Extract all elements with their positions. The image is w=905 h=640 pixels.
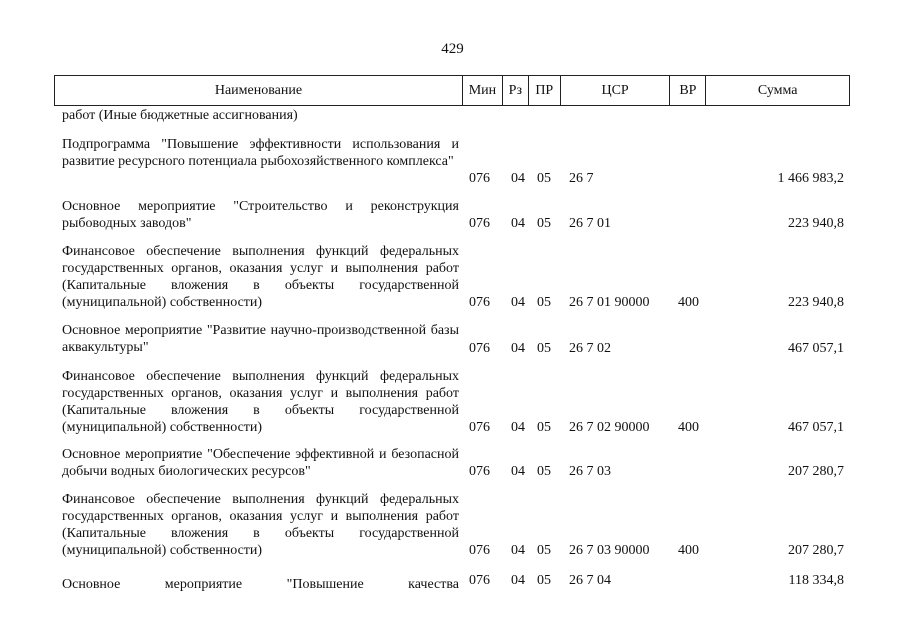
row-rz: 04 (511, 420, 525, 435)
row-min: 076 (469, 295, 490, 310)
header-csr: ЦСР (561, 76, 671, 105)
row-pr: 05 (537, 171, 551, 186)
header-rz: Рз (503, 76, 529, 105)
header-pr: ПР (529, 76, 561, 105)
row-sum: 207 280,7 (788, 543, 844, 558)
row-rz: 04 (511, 464, 525, 479)
row-vr: 400 (678, 543, 699, 558)
header-sum: Сумма (757, 82, 798, 98)
row-name: Финансовое обеспечение выполнения функций федеральных государственных органов, оказания услуг и выполнения работ (Капитальные вложения в объекты государственной (муниципальной) собственности) (62, 369, 459, 435)
row-csr: 26 7 02 (569, 341, 611, 356)
row-pr: 05 (537, 295, 551, 310)
row-vr: 400 (678, 295, 699, 310)
header-name: Наименование (55, 76, 463, 105)
row-rz: 04 (511, 295, 525, 310)
row-pr: 05 (537, 216, 551, 231)
row-name: Финансовое обеспечение выполнения функций федеральных государственных органов, оказания услуг и выполнения работ (Капитальные вложения в объекты государственной (муниципальной) собственности) (62, 492, 459, 558)
row-rz: 04 (511, 573, 525, 588)
row-name: Подпрограмма "Повышение эффективности использования и развитие ресурсного потенциала рыбохозяйственного комплекса" (62, 137, 459, 169)
row-name: Основное мероприятие "Повышение качества (62, 577, 459, 592)
row-rz: 04 (511, 341, 525, 356)
row-rz: 04 (511, 216, 525, 231)
row-rz: 04 (511, 543, 525, 558)
row-pr: 05 (537, 341, 551, 356)
row-pr: 05 (537, 420, 551, 435)
row-min: 076 (469, 543, 490, 558)
row-pr: 05 (537, 464, 551, 479)
row-sum: 223 940,8 (788, 295, 844, 310)
row-csr: 26 7 01 (569, 216, 611, 231)
row-name: Финансовое обеспечение выполнения функций федеральных государственных органов, оказания услуг и выполнения работ (Капитальные вложения в объекты государственной (муниципальной) собственности) (62, 244, 459, 310)
row-min: 076 (469, 464, 490, 479)
row-min: 076 (469, 341, 490, 356)
row-pr: 05 (537, 543, 551, 558)
row-csr: 26 7 03 (569, 464, 611, 479)
row-sum: 118 334,8 (788, 573, 844, 588)
row-sum: 467 057,1 (788, 420, 844, 435)
row-rz: 04 (511, 171, 525, 186)
row-name: работ (Иные бюджетные ассигнования) (62, 108, 298, 123)
header-min: Мин (463, 76, 503, 105)
header-vr: ВР (670, 76, 706, 105)
row-sum: 223 940,8 (788, 216, 844, 231)
row-sum: 467 057,1 (788, 341, 844, 356)
row-min: 076 (469, 420, 490, 435)
row-vr: 400 (678, 420, 699, 435)
row-csr: 26 7 01 90000 (569, 295, 650, 310)
row-sum: 207 280,7 (788, 464, 844, 479)
page-number: 429 (441, 41, 464, 57)
row-csr: 26 7 (569, 171, 594, 186)
row-min: 076 (469, 171, 490, 186)
row-min: 076 (469, 573, 490, 588)
row-name: Основное мероприятие "Развитие научно-производственной базы аквакультуры" (62, 323, 459, 355)
row-csr: 26 7 03 90000 (569, 543, 650, 558)
row-min: 076 (469, 216, 490, 231)
row-csr: 26 7 04 (569, 573, 611, 588)
row-csr: 26 7 02 90000 (569, 420, 650, 435)
row-name: Основное мероприятие "Строительство и реконструкция рыбоводных заводов" (62, 199, 459, 231)
row-sum: 1 466 983,2 (777, 171, 844, 186)
row-name: Основное мероприятие "Обеспечение эффективной и безопасной добычи водных биологических ресурсов" (62, 447, 459, 479)
row-pr: 05 (537, 573, 551, 588)
